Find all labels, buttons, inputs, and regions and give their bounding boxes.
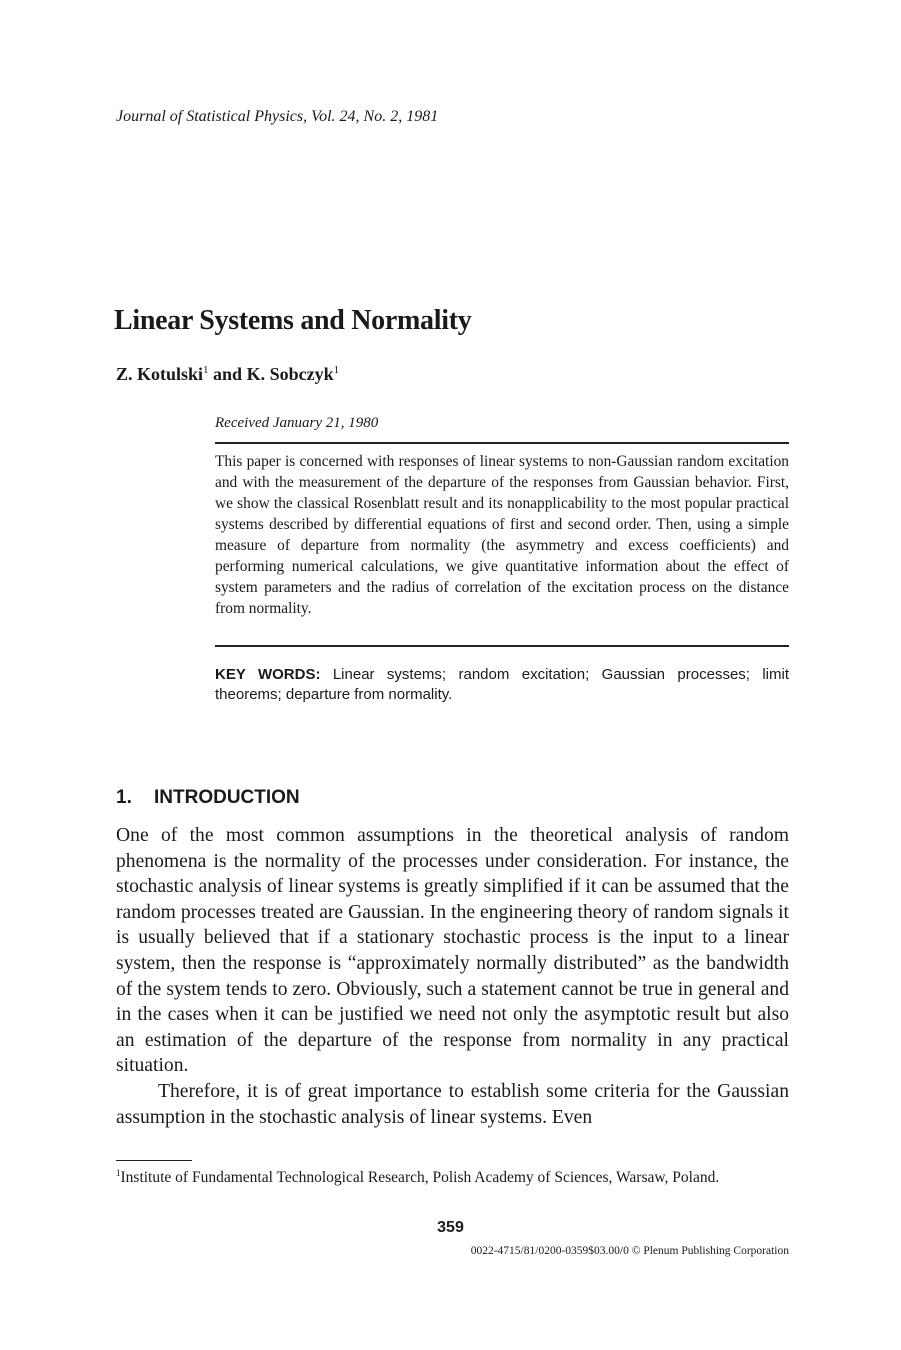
footnote — [116, 1164, 789, 1187]
footnote-rule — [116, 1160, 192, 1161]
author-name: K. Sobczyk — [246, 364, 334, 384]
paper-title: Linear Systems and Normality — [114, 305, 472, 336]
section-title: INTRODUCTION — [154, 787, 300, 808]
abstract: This paper is concerned with responses of linear systems to non-Gaussian random excitation and with the measurement of the departure of the responses from Gaussian behavior. First, we show the classical Rosenblatt result and its nonapplicability to the most popular practical systems described by differential equations of first and second order. Then, using a simple measure of departure from normality (the asymmetry and excess coefficients) and performing numerical calculations, we give quantitative information about the effect of system parameters and the radius of correlation of the excitation process on the distance from normality. — [215, 453, 789, 617]
received-date: Received January 21, 1980 — [215, 415, 379, 431]
copyright-line: 0022-4715/81/0200-0359$03.00/0 © Plenum Publishing Corporation — [470, 1245, 789, 1257]
abstract-bottom-rule — [215, 645, 789, 647]
page-number: 359 — [437, 1219, 464, 1236]
keywords-label: KEY WORDS: — [215, 666, 321, 683]
author-line — [116, 364, 339, 385]
body-text — [116, 823, 789, 1130]
section-number: 1. — [116, 787, 132, 808]
keywords-text: Linear systems; random excitation; Gaussian processes; limit theorems; departure from normality. — [215, 666, 789, 703]
keywords — [215, 665, 789, 705]
footnote-mark: 1 — [116, 1168, 121, 1178]
paragraph: One of the most common assumptions in the theoretical analysis of random phenomena is the normality of the processes under consideration. For instance, the stochastic analysis of linear systems is greatly simplified if it can be assumed that the random processes treated are Gaussian. In the engineering theory of random signals it is usually believed that if a stationary stochastic process is the input to a linear system, then the response is “approximately normally distributed” as the bandwidth of the system tends to zero. Obviously, such a statement cannot be true in general and in the cases when it can be justified we need not only the asymptotic result but also an estimation of the departure of the response from normality in any practical situation. — [116, 825, 789, 1077]
section-heading — [116, 787, 300, 809]
journal-citation: Journal of Statistical Physics, Vol. 24, No. 2, 1981 — [116, 108, 439, 125]
author-name: Z. Kotulski — [116, 364, 204, 384]
footnote-text: Institute of Fundamental Technological Research, Polish Academy of Sciences, Warsaw, Poland. — [120, 1169, 720, 1187]
affiliation-mark: 1 — [333, 364, 340, 376]
abstract-top-rule — [215, 442, 789, 444]
author-connector: and — [208, 364, 247, 384]
paragraph: Therefore, it is of great importance to establish some criteria for the Gaussian assumption in the stochastic analysis of linear systems. Even — [116, 1080, 789, 1128]
affiliation-mark: 1 — [203, 364, 209, 376]
